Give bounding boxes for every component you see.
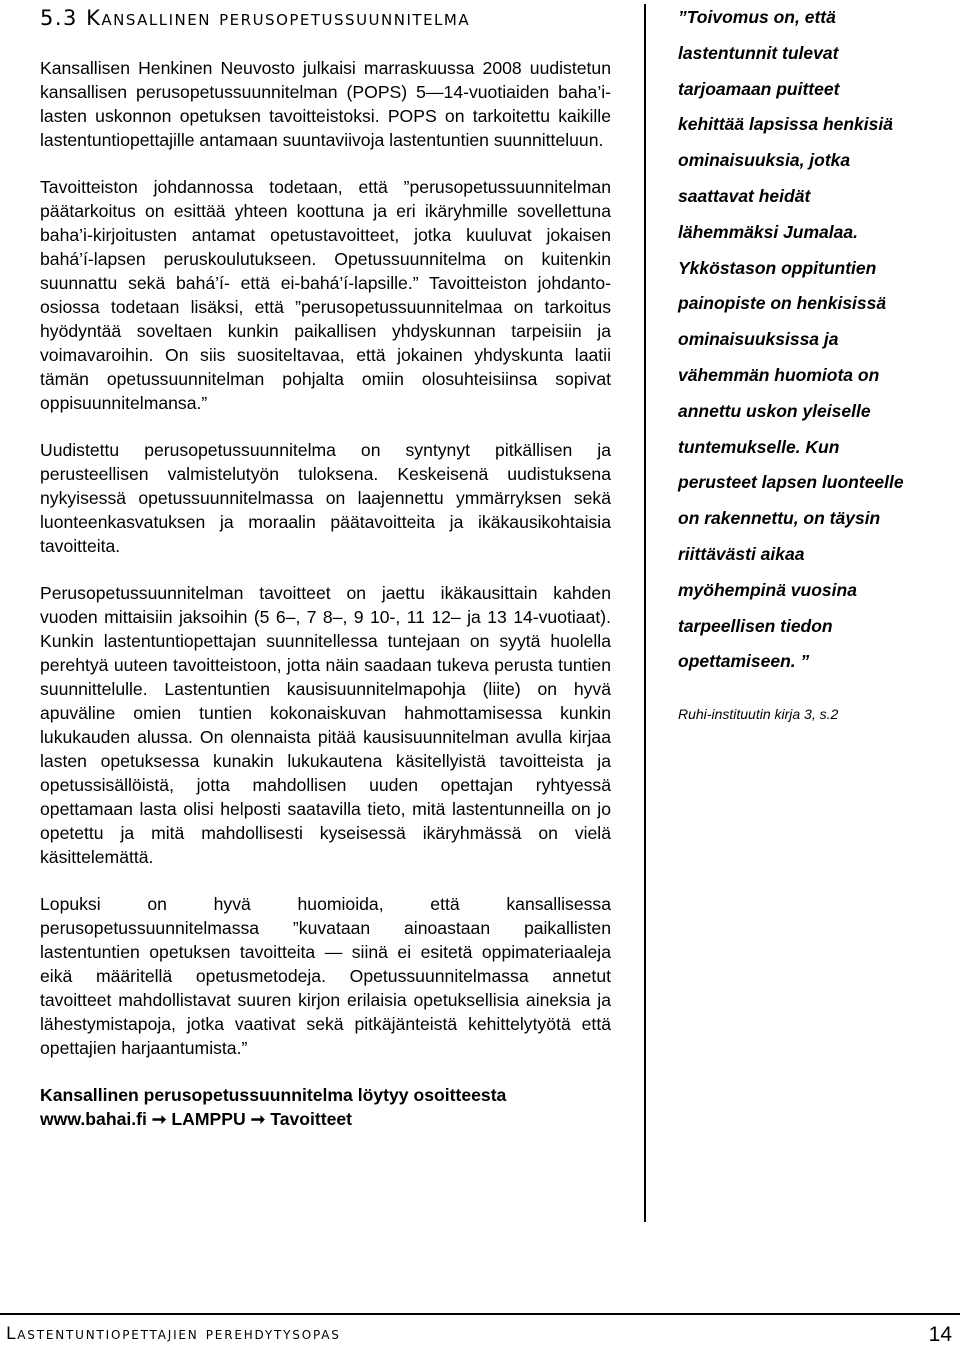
link-block: [40, 1083, 611, 1131]
footer-divider: [0, 1313, 960, 1315]
section-heading: 5.3 Kansallinen perusopetussuunnitelma: [40, 6, 471, 30]
quote-line: tarpeellisen tiedon: [678, 615, 833, 636]
quote-line: ominaisuuksia, jotka: [678, 150, 851, 171]
arrow-right-icon: ➞: [151, 1109, 167, 1129]
footer-title: Lastentuntiopettajien perehdytysopas: [6, 1324, 341, 1344]
quote-line: myöhempinä vuosina: [678, 579, 857, 600]
quote-line: on rakennettu, on täysin: [678, 508, 881, 529]
main-column: [40, 56, 611, 1154]
quote-line: ominaisuuksissa ja: [678, 329, 839, 350]
page-number: 14: [928, 1323, 952, 1346]
quote-line: perusteet lapsen luonteelle: [678, 472, 904, 493]
quote-line: Ykköstason oppituntien: [678, 257, 877, 278]
paragraph-2: Tavoitteiston johdannossa todetaan, että ”perusopetussuunnitelman päätarkoitus on esittää yhteen koottuna ja eri ikäryhmille sovellettuna baha’i-kirjoitusten antamat opetustavoitteet, jotka kuuluvat jokaisen bahá’í-lapsen peruskoulutukseen. Opetussuunnitelma on kuitenkin suunnattu sekä bahá’í- että ei-bahá’í-lapsille.” Tavoitteiston johdanto-osiossa todetaan lisäksi, että ”perusopetussuunnitelmaa on tarkoitus hyödyntää soveltaen kunkin paikallisen yhdyskunnan tarpeisiin ja voimavaroihin. On siis suositeltavaa, että jokainen yhdyskunta laatii tämän opetussuunnitelman pohjalta omiin olosuhteisiinsa sopivat oppisuunnitelmansa.”: [40, 177, 611, 413]
link-block-intro: Kansallinen perusopetussuunnitelma löytyy osoitteesta: [40, 1085, 507, 1105]
quote-line: lastentunnit tulevat: [678, 42, 839, 63]
paragraph-4: Perusopetussuunnitelman tavoitteet on jaettu ikäkausittain kahden vuoden mittaisiin jaksoihin (5 6–, 7 8–, 9 10-, 11 12– ja 13 14-vuotiaat). Kunkin lastentuntiopettajan suunnitellessa tuntejaan on syytä huolella perehtyä uuteen tavoitteistoon, jotta näin saadaan tukeva perusta tuntien suunnittelulle. Lastentuntien kausisuunnitelmapohja (liite) on hyvä apuväline omien tuntien kokonaiskuvan hahmottamisessa kunkin lukukauden alussa. On olennaista pitää kausisuunnitelman avulla kirjaa lasten opetuksessa kunakin lukukautena käsitellyistä tavoitteista ja opetussisällöistä, jotta mahdollisen uuden opettajan ryhtyessä opettamaan lasta olisi helposti saatavilla tieto, mitä lastentunneilla on jo opetettu ja mitä mahdollisesti kyseisessä ikäryhmässä on vielä käsittelemättä.: [40, 583, 611, 867]
quote-line: annettu uskon yleiselle: [678, 400, 871, 421]
quote-line: saattavat heidät: [678, 185, 811, 206]
link-step-tavoitteet: Tavoitteet: [270, 1109, 353, 1129]
quote-line: lähemmäksi Jumalaa.: [678, 221, 858, 242]
quote-line: ”Toivomus on, että: [678, 7, 836, 27]
quote-line: tuntemukselle. Kun: [678, 436, 840, 457]
quote-line: painopiste on henkisissä: [678, 293, 887, 314]
quote-citation: Ruhi-instituutin kirja 3, s.2: [678, 706, 839, 722]
paragraph-1: Kansallisen Henkinen Neuvosto julkaisi marraskuussa 2008 uudistetun kansallisen perusopetussuunnitelman (POPS) 5—14-vuotiaiden baha’i-lasten uskonnon opetuksen tavoitteistoksi. POPS on tarkoitettu kaikille lastentuntiopettajille antamaan suuntaviivoja lastentuntien suunnitteluun.: [40, 58, 611, 150]
quote-line: kehittää lapsissa henkisiä: [678, 114, 893, 135]
quote-line: opettamiseen. ”: [678, 651, 810, 672]
link-step-lamppu: LAMPPU: [171, 1109, 246, 1129]
column-divider: [644, 4, 646, 1222]
sidebar-quote: [678, 0, 948, 680]
quote-line: riittävästi aikaa: [678, 543, 805, 564]
paragraph-5: Lopuksi on hyvä huomioida, että kansallisessa perusopetussuunnitelmassa ”kuvataan ainoastaan paikallisten lastentuntien opetuksen tavoitteita — siinä ei esitetä oppimateriaaleja eikä määritellä opetusmetodeja. Opetussuunnitelmassa annetut tavoitteet mahdollistavat suuren kirjon erilaisia opetuksellisia aineksia ja lähestymistapoja, jotka vaativat sekä pitkäjänteistä kehittelytyötä että opettajien harjaantumista.”: [40, 894, 611, 1058]
quote-line: vähemmän huomiota on: [678, 364, 880, 385]
quote-line: tarjoamaan puitteet: [678, 78, 840, 99]
paragraph-3: Uudistettu perusopetussuunnitelma on syntynyt pitkällisen ja perusteellisen valmistelutyön tuloksena. Keskeisenä uudistuksena nykyisessä opetussuunnitelmassa on laajennettu ymmärryksen sekä luonteenkasvatuksen ja moraalin päätavoitteita ja ikäkausikohtaisia tavoitteita.: [40, 440, 611, 556]
bahai-site-link[interactable]: www.bahai.fi: [40, 1109, 147, 1129]
arrow-right-icon: ➞: [250, 1109, 266, 1129]
